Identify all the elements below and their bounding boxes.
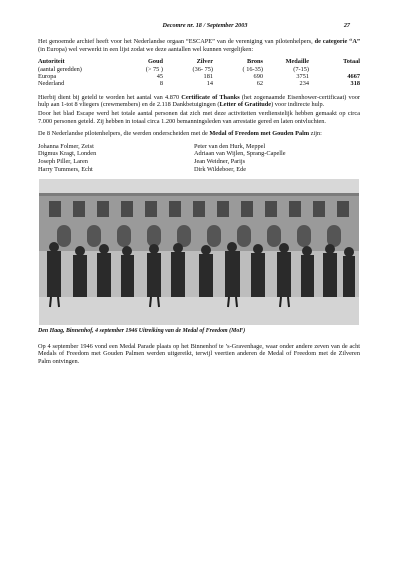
table-row bbox=[38, 80, 360, 87]
list-item: Johanna Folmer, Zeist bbox=[38, 142, 94, 150]
table-header-cell: Zilver bbox=[196, 58, 213, 66]
paragraph-text: zijn: bbox=[309, 130, 322, 138]
list-item: Digmus Kragt, Londen bbox=[38, 150, 97, 158]
ceremony-photo-illustration bbox=[39, 179, 359, 325]
list-item: Harry Tummers, Echt bbox=[38, 165, 93, 173]
page-number: 27 bbox=[343, 22, 350, 29]
closing-paragraph: Op 4 september 1946 vond een Medal Parade plaats op het Binnenhof te ’s-Gravenhage, waar onder andere zeven van de acht Medals of Freedom met Gouden Palmen werden uitgereikt, terwijl veertien anderen de Medal of Freedom met de Zilveren Palm ontvingen. bbox=[38, 342, 360, 365]
certificate-of-thanks-label: Certificate of Thanks bbox=[181, 93, 240, 101]
table-cell: (7-15) bbox=[293, 65, 309, 73]
paragraph-text: ) voor indirecte hulp. bbox=[271, 101, 325, 109]
paragraph-text: Hierbij dient bij geteld te worden het aantal van 4.870 bbox=[38, 93, 182, 101]
header-title: Decomre nr. 18 / September 2003 bbox=[162, 22, 248, 29]
list-item: Joseph Piller, Laren bbox=[38, 157, 88, 165]
intro-paragraph bbox=[38, 38, 360, 53]
list-item: Dirk Wildeboer, Ede bbox=[194, 165, 247, 173]
list-item: Jean Weidner, Parijs bbox=[194, 157, 246, 165]
table-cell: 3751 bbox=[296, 73, 309, 80]
paragraph-text: (het zogenaamde Eisenhower-certificaat) voor hulp aan 1-tot 8 vliegers (crewmembers) en de 2.118 Dankbetuigingen ( bbox=[38, 93, 360, 109]
table-cell: Nederland bbox=[38, 80, 65, 88]
table-header-row bbox=[38, 58, 360, 65]
table-row bbox=[38, 73, 360, 80]
list-item: Peter van den Hurk, Meppel bbox=[194, 142, 266, 150]
letter-of-gratitude-label: Letter of Gratitude bbox=[219, 101, 272, 109]
intro-text-end: (in Europa) wel verwerkt in een lijst zodat we deze aantallen wel kunnen vergelijken: bbox=[38, 45, 254, 53]
table-header-cell: Autoriteit bbox=[38, 58, 65, 66]
table-cell: 62 bbox=[256, 80, 263, 88]
table-header-cell: Goud bbox=[147, 58, 163, 66]
table-cell: (> 75 ) bbox=[145, 65, 163, 73]
table-header-cell: Totaal bbox=[343, 58, 360, 66]
table-cell: 690 bbox=[253, 73, 263, 80]
escape-paragraph: Door het blad Escape werd het totale aantal personen dat zich met deze activiteiten verdienstelijk hebben gemaakt op circa 7.000 personen geteld. Zij hebben in totaal circa 1.200 bemanningsleden van arrestatie gered en laten ontvluchten. bbox=[38, 110, 360, 125]
medal-of-freedom-label: Medal of Freedom met Gouden Palm bbox=[209, 130, 310, 138]
table-cell: 14 bbox=[206, 80, 213, 88]
medal-paragraph bbox=[38, 130, 360, 138]
table-cell: Europa bbox=[38, 73, 57, 80]
table-cell: ( 16-35) bbox=[242, 65, 263, 73]
table-row bbox=[38, 66, 360, 73]
table-cell bbox=[309, 66, 360, 73]
table-header-cell: Medaille bbox=[285, 58, 309, 66]
list-item: Adriaan van Wijlen, Sprang-Capelle bbox=[194, 150, 286, 158]
intro-text: Het genoemde archief heeft voor het Nederlandse orgaan “ESCAPE” van de vereniging van pilotenhelpers, bbox=[38, 38, 315, 45]
intro-bold-category: de categorie “A” bbox=[314, 38, 361, 45]
table-cell: 45 bbox=[156, 73, 163, 80]
awards-table bbox=[38, 58, 360, 88]
table-cell: 234 bbox=[299, 80, 309, 88]
certificates-paragraph bbox=[38, 94, 360, 109]
article-body bbox=[38, 38, 360, 371]
paragraph-text: De 8 Nederlandse pilotenhelpers, die werden onderscheiden met de bbox=[38, 130, 210, 138]
photo-caption: Den Haag, Binnenhof, 4 september 1946 Uitreiking van de Medal of Freedom (MoF) bbox=[38, 328, 246, 335]
table-header-cell: Brons bbox=[247, 58, 263, 66]
table-cell-total: 318 bbox=[350, 80, 360, 88]
table-cell: 8 bbox=[159, 80, 163, 88]
running-header bbox=[60, 22, 350, 32]
ceremony-photo bbox=[39, 179, 359, 325]
helpers-list bbox=[38, 143, 360, 173]
table-cell: 181 bbox=[203, 73, 213, 80]
table-cell-total: 4667 bbox=[347, 73, 360, 80]
table-cell: (36- 75) bbox=[192, 65, 213, 73]
table-cell: (aantal geredden) bbox=[38, 65, 82, 73]
